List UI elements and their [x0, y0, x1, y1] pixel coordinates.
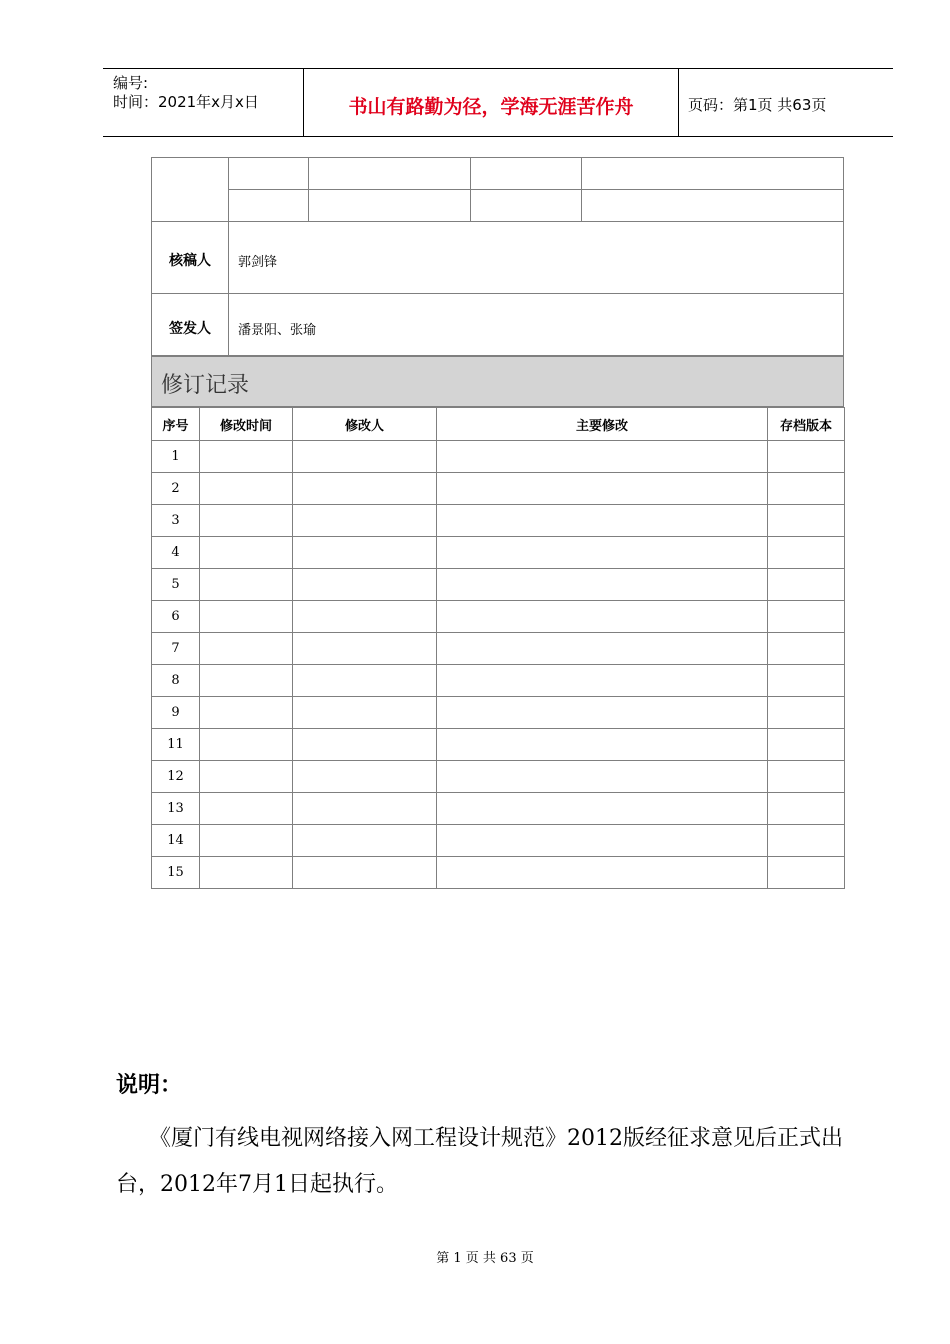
- reviewer-label: 核稿人: [169, 253, 211, 269]
- table-cell: [768, 505, 845, 537]
- col-header-version: 存档版本: [768, 408, 845, 441]
- table-cell: [293, 569, 437, 601]
- table-cell: [200, 633, 293, 665]
- table-cell: [293, 729, 437, 761]
- table-cell: [293, 665, 437, 697]
- table-cell: [768, 857, 845, 889]
- row-number: 6: [152, 601, 200, 633]
- divider: [308, 158, 309, 221]
- table-cell: [200, 825, 293, 857]
- table-cell: [293, 441, 437, 473]
- table-cell: [293, 857, 437, 889]
- row-number: 9: [152, 697, 200, 729]
- page-footer: 第 1 页 共 63 页: [436, 1251, 534, 1266]
- table-cell: [293, 537, 437, 569]
- table-row: [152, 761, 845, 793]
- table-cell: [437, 441, 768, 473]
- reviewer-value: 郭剑锋: [238, 255, 278, 270]
- table-cell: [293, 601, 437, 633]
- table-row: [152, 697, 845, 729]
- table-cell: [200, 569, 293, 601]
- approval-table: [151, 157, 844, 356]
- table-cell: [200, 537, 293, 569]
- date-label: 时间：2021年x月x日: [113, 93, 259, 111]
- divider: [581, 158, 582, 221]
- table-cell: [293, 697, 437, 729]
- table-cell: [200, 793, 293, 825]
- table-cell: [437, 729, 768, 761]
- revision-title: 修订记录: [161, 373, 250, 398]
- table-cell: [437, 537, 768, 569]
- table-cell: [293, 825, 437, 857]
- row-number: 2: [152, 473, 200, 505]
- divider: [228, 158, 229, 355]
- col-header-seq: 序号: [152, 408, 200, 441]
- table-cell: [437, 633, 768, 665]
- table-cell: [293, 505, 437, 537]
- header-motto-cell: [304, 69, 679, 136]
- col-header-changes: 主要修改: [437, 408, 768, 441]
- table-cell: [200, 473, 293, 505]
- table-cell: [768, 761, 845, 793]
- table-cell: [768, 729, 845, 761]
- row-number: 15: [152, 857, 200, 889]
- table-cell: [768, 441, 845, 473]
- row-number: 1: [152, 441, 200, 473]
- table-cell: [200, 505, 293, 537]
- revision-section-header: [151, 356, 844, 407]
- page-header: [103, 68, 893, 137]
- table-cell: [293, 793, 437, 825]
- table-cell: [437, 601, 768, 633]
- table-cell: [200, 441, 293, 473]
- table-cell: [768, 569, 845, 601]
- row-number: 5: [152, 569, 200, 601]
- header-meta-cell: [103, 69, 304, 136]
- issuer-label: 签发人: [169, 321, 211, 337]
- table-cell: [437, 473, 768, 505]
- row-number: 12: [152, 761, 200, 793]
- table-row: [152, 857, 845, 889]
- table-row: [152, 729, 845, 761]
- motto: 书山有路勤为径，学海无涯苦作舟: [348, 96, 634, 118]
- table-cell: [437, 505, 768, 537]
- table-cell: [768, 825, 845, 857]
- divider: [228, 189, 843, 190]
- table-cell: [437, 793, 768, 825]
- row-number: 14: [152, 825, 200, 857]
- table-row: [152, 601, 845, 633]
- table-cell: [200, 665, 293, 697]
- table-cell: [293, 761, 437, 793]
- col-header-time: 修改时间: [200, 408, 293, 441]
- page-info: 页码：第1页 共63页: [688, 96, 827, 114]
- table-row: [152, 537, 845, 569]
- table-cell: [768, 473, 845, 505]
- table-row: [152, 825, 845, 857]
- serial-label: 编号:: [113, 74, 149, 92]
- table-row: [152, 441, 845, 473]
- divider: [470, 158, 471, 221]
- table-cell: [437, 569, 768, 601]
- table-cell: [437, 825, 768, 857]
- row-number: 13: [152, 793, 200, 825]
- table-row: [152, 633, 845, 665]
- table-cell: [293, 633, 437, 665]
- table-header-row: [152, 408, 845, 441]
- table-cell: [200, 697, 293, 729]
- table-cell: [200, 857, 293, 889]
- table-cell: [437, 857, 768, 889]
- divider: [152, 293, 843, 294]
- row-number: 8: [152, 665, 200, 697]
- row-number: 7: [152, 633, 200, 665]
- table-row: [152, 505, 845, 537]
- table-cell: [768, 697, 845, 729]
- table-cell: [293, 473, 437, 505]
- issuer-value: 潘景阳、张瑜: [238, 323, 317, 338]
- table-cell: [768, 793, 845, 825]
- header-page-cell: [679, 69, 893, 136]
- table-cell: [768, 601, 845, 633]
- table-cell: [437, 761, 768, 793]
- table-row: [152, 665, 845, 697]
- table-cell: [768, 633, 845, 665]
- table-row: [152, 569, 845, 601]
- row-number: 4: [152, 537, 200, 569]
- table-cell: [768, 537, 845, 569]
- table-cell: [200, 761, 293, 793]
- table-cell: [200, 729, 293, 761]
- revision-table: [151, 407, 845, 889]
- table-cell: [200, 601, 293, 633]
- table-row: [152, 473, 845, 505]
- divider: [152, 221, 843, 222]
- table-cell: [437, 697, 768, 729]
- note-body: 《厦门有线电视网络接入网工程设计规范》2012版经征求意见后正式出台，2012年7月1日起执行。: [116, 1126, 843, 1197]
- note-title: 说明：: [116, 1072, 183, 1098]
- table-cell: [437, 665, 768, 697]
- col-header-editor: 修改人: [293, 408, 437, 441]
- table-cell: [768, 665, 845, 697]
- row-number: 3: [152, 505, 200, 537]
- table-row: [152, 793, 845, 825]
- row-number: 11: [152, 729, 200, 761]
